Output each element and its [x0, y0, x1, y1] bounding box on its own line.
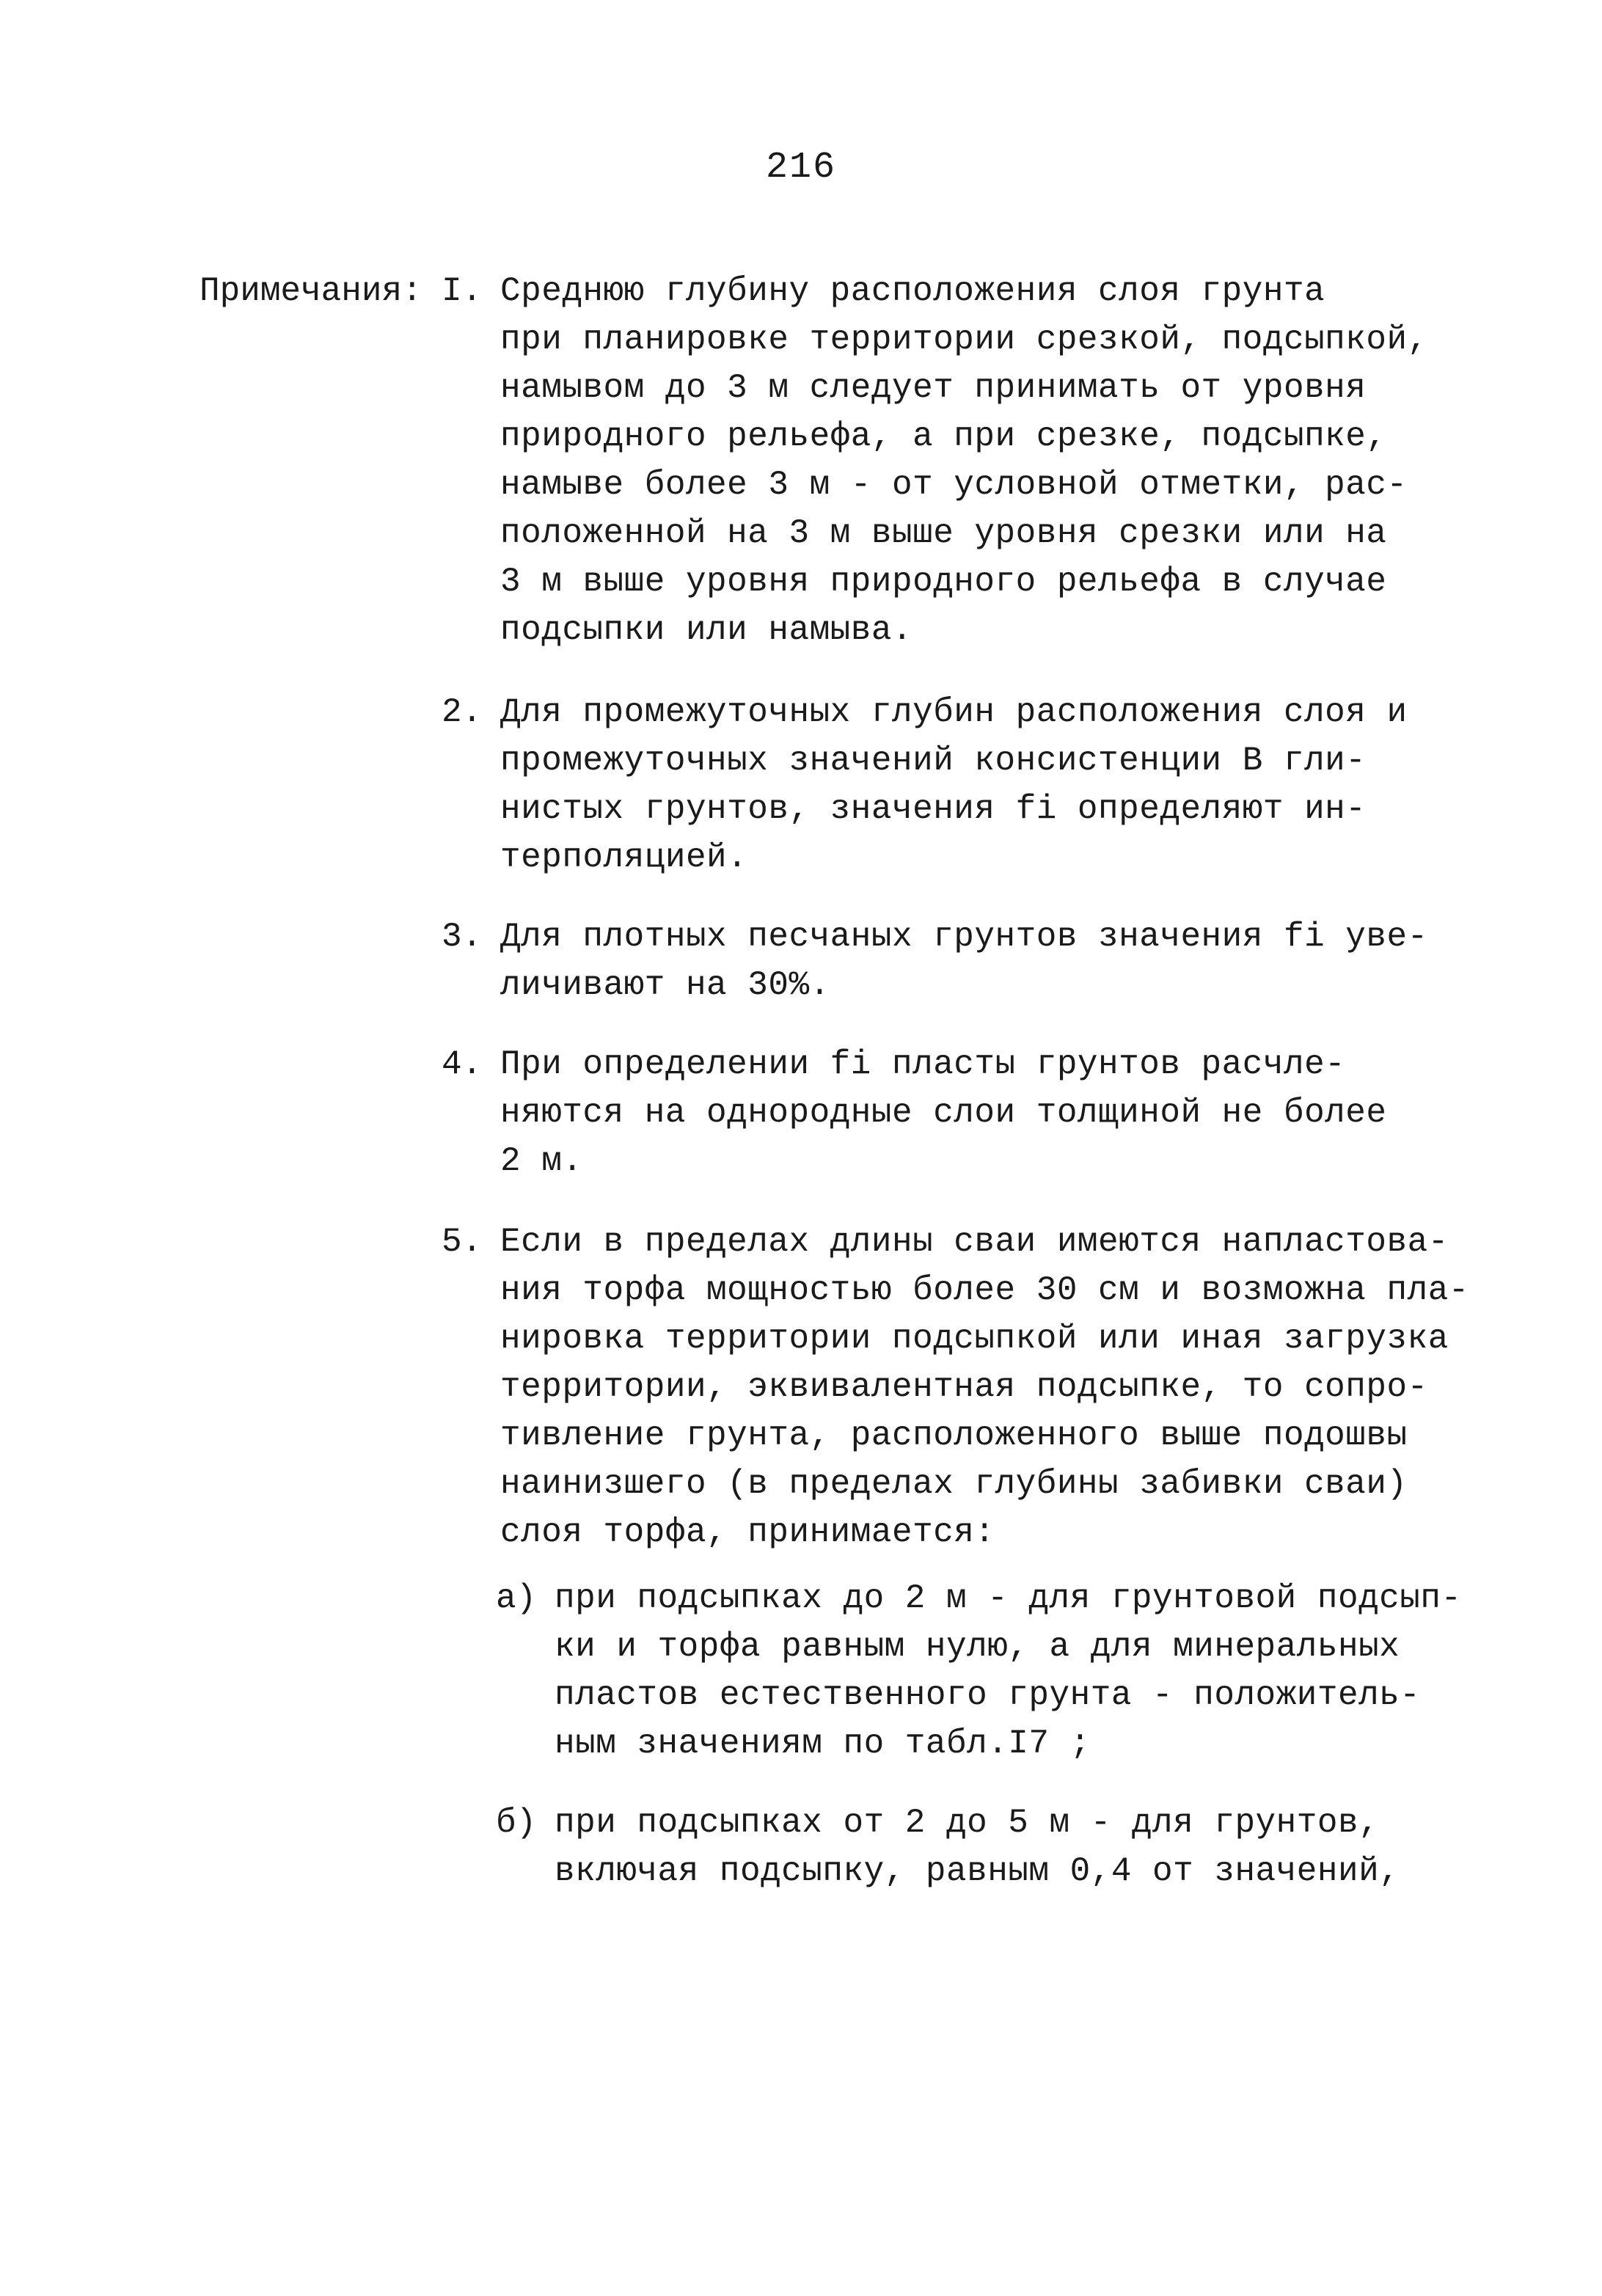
note-1-line-5: намыве более 3 м - от условной отметки, рас-	[500, 466, 1408, 504]
note-1-line-7: 3 м выше уровня природного рельефа в случае	[500, 563, 1387, 601]
note-4-line-2: няются на однородные слои толщиной не более	[500, 1094, 1387, 1132]
note-2-marker: 2.	[442, 693, 483, 731]
note-5-line-6: наинизшего (в пределах глубины забивки сваи)	[500, 1465, 1408, 1503]
note-5-line-1: Если в пределах длины сваи имеются напластова-	[500, 1223, 1449, 1261]
note-3-marker: 3.	[442, 918, 483, 956]
note-3-line-2: личивают на 30%.	[500, 966, 830, 1004]
notes-heading: Примечания:	[200, 272, 423, 310]
subitem-a-marker: а)	[496, 1579, 537, 1617]
note-5-line-2: ния торфа мощностью более 30 см и возможна пла-	[500, 1271, 1469, 1309]
subitem-a-line-3: пластов естественного грунта - положитель-	[555, 1676, 1421, 1714]
note-1-line-4: природного рельефа, а при срезке, подсыпке,	[500, 417, 1387, 456]
note-2-line-3: нистых грунтов, значения fi определяют ин-	[500, 790, 1367, 828]
note-2-line-2: промежуточных значений консистенции В гли-	[500, 742, 1367, 780]
note-1-line-2: при планировке территории срезкой, подсыпкой,	[500, 321, 1428, 359]
page-number: 216	[765, 147, 836, 189]
note-1-line-6: положенной на 3 м выше уровня срезки или на	[500, 514, 1387, 552]
note-1-line-3: намывом до 3 м следует принимать от уровня	[500, 369, 1367, 407]
note-1-line-1: Среднюю глубину расположения слоя грунта	[500, 272, 1325, 310]
subitem-a-line-1: при подсыпках до 2 м - для грунтовой подсып-	[555, 1579, 1462, 1617]
note-4-line-1: При определении fi пласты грунтов расчле-	[500, 1045, 1346, 1083]
subitem-a-line-2: ки и торфа равным нулю, а для минеральных	[555, 1628, 1400, 1666]
note-2-line-1: Для промежуточных глубин расположения слоя и	[500, 693, 1408, 731]
note-3-line-1: Для плотных песчаных грунтов значения fi уве-	[500, 918, 1428, 956]
note-5-line-5: тивление грунта, расположенного выше подошвы	[500, 1416, 1408, 1455]
note-1-line-8: подсыпки или намыва.	[500, 611, 913, 649]
note-5-line-3: нировка территории подсыпкой или иная загрузка	[500, 1320, 1449, 1358]
note-4-marker: 4.	[442, 1045, 483, 1083]
subitem-b-marker: б)	[496, 1804, 537, 1842]
subitem-a-line-4: ным значениям по табл.I7 ;	[555, 1725, 1091, 1763]
note-5-line-7: слоя торфа, принимается:	[500, 1513, 995, 1551]
subitem-b-line-1: при подсыпках от 2 до 5 м - для грунтов,	[555, 1804, 1380, 1842]
note-2-line-4: терполяцией.	[500, 838, 748, 877]
note-5-marker: 5.	[442, 1223, 483, 1261]
note-4-line-3: 2 м.	[500, 1142, 583, 1180]
note-1-marker: I.	[442, 272, 483, 310]
subitem-b-line-2: включая подсыпку, равным 0,4 от значений,	[555, 1852, 1400, 1890]
note-5-line-4: территории, эквивалентная подсыпке, то сопро-	[500, 1368, 1428, 1406]
